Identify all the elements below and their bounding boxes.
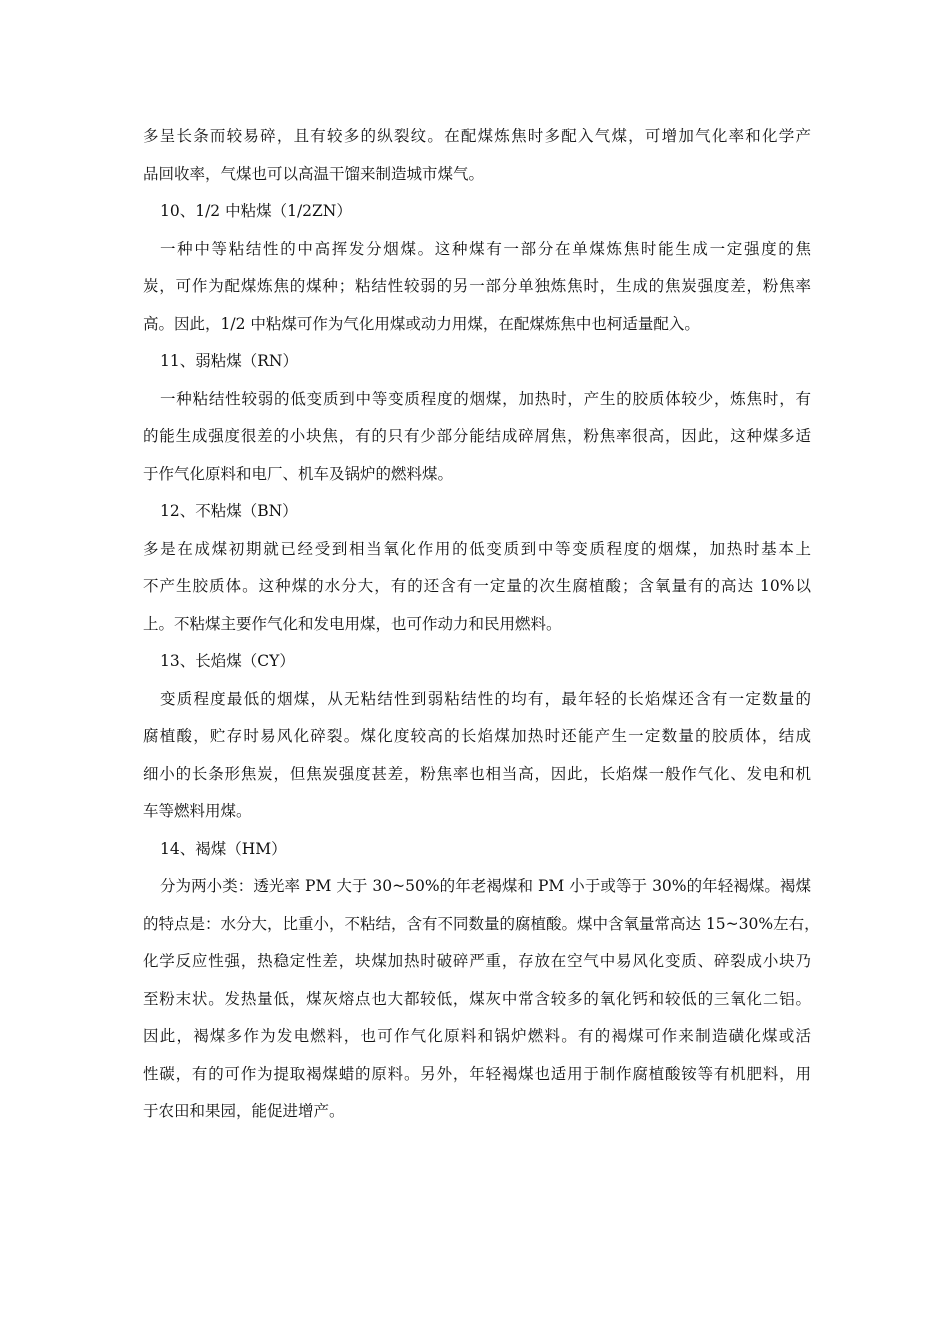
paragraph-line: 变质程度最低的烟煤，从无粘结性到弱粘结性的均有，最年轻的长焰煤还含有一定数量的	[160, 689, 811, 708]
section-heading-11: 11、弱粘煤（RN）	[160, 352, 298, 370]
paragraph-line: 炭，可作为配煤炼焦的煤种；粘结性较弱的另一部分单独炼焦时，生成的焦炭强度差，粉焦率	[143, 277, 811, 295]
section-heading-12: 12、不粘煤（BN）	[160, 502, 298, 520]
paragraph-line: 化学反应性强，热稳定性差，块煤加热时破碎严重，存放在空气中易风化变质、碎裂成小块乃	[143, 952, 811, 970]
paragraph-line: 的能生成强度很差的小块焦，有的只有少部分能结成碎屑焦，粉焦率很高，因此，这种煤多适	[143, 427, 811, 445]
paragraph-line: 多是在成煤初期就已经受到相当氧化作用的低变质到中等变质程度的烟煤，加热时基本上	[143, 539, 811, 558]
paragraph-line: 分为两小类：透光率 PM 大于 30~50%的年老褐煤和 PM 小于或等于 30%的年轻褐煤。褐煤	[160, 877, 811, 895]
paragraph-line: 细小的长条形焦炭，但焦炭强度甚差，粉焦率也相当高，因此，长焰煤一般作气化、发电和机	[143, 764, 811, 783]
paragraph-line: 车等燃料用煤。	[143, 802, 252, 820]
document-body	[143, 118, 820, 1131]
paragraph-line: 于农田和果园，能促进增产。	[143, 1102, 345, 1120]
paragraph-line: 腐植酸，贮存时易风化碎裂。煤化度较高的长焰煤加热时还能产生一定数量的胶质体，结成	[143, 727, 811, 745]
paragraph-line: 多呈长条而较易碎，且有较多的纵裂纹。在配煤炼焦时多配入气煤，可增加气化率和化学产	[143, 127, 811, 145]
section-heading-13: 13、长焰煤（CY）	[160, 652, 295, 670]
paragraph-line: 的特点是：水分大，比重小，不粘结，含有不同数量的腐植酸。煤中含氧量常高达 15~30%左右，	[143, 914, 820, 933]
section-heading-10: 10、1/2 中粘煤（1/2ZN）	[160, 202, 352, 220]
paragraph-line: 不产生胶质体。这种煤的水分大，有的还含有一定量的次生腐植酸；含氧量有的高达 10%以	[143, 577, 811, 595]
paragraph-line: 因此，褐煤多作为发电燃料，也可作气化原料和锅炉燃料。有的褐煤可作来制造磺化煤或活	[143, 1027, 811, 1045]
paragraph-line: 性碳，有的可作为提取褐煤蜡的原料。另外，年轻褐煤也适用于制作腐植酸铵等有机肥料，用	[143, 1064, 811, 1083]
paragraph-line: 品回收率，气煤也可以高温干馏来制造城市煤气。	[143, 164, 485, 183]
paragraph-line: 一种中等粘结性的中高挥发分烟煤。这种煤有一部分在单煤炼焦时能生成一定强度的焦	[160, 239, 811, 258]
paragraph-line: 上。不粘煤主要作气化和发电用煤，也可作动力和民用燃料。	[143, 614, 562, 633]
paragraph-line: 高。因此，1/2 中粘煤可作为气化用煤或动力用煤，在配煤炼焦中也柯适量配入。	[143, 314, 700, 333]
paragraph-line: 一种粘结性较弱的低变质到中等变质程度的烟煤，加热时，产生的胶质体较少，炼焦时，有	[160, 389, 811, 408]
section-heading-14: 14、褐煤（HM）	[160, 839, 287, 858]
paragraph-line: 至粉末状。发热量低，煤灰熔点也大都较低，煤灰中常含较多的氧化钙和较低的三氧化二铝。	[143, 989, 811, 1008]
paragraph-line: 于作气化原料和电厂、机车及锅炉的燃料煤。	[143, 464, 454, 483]
